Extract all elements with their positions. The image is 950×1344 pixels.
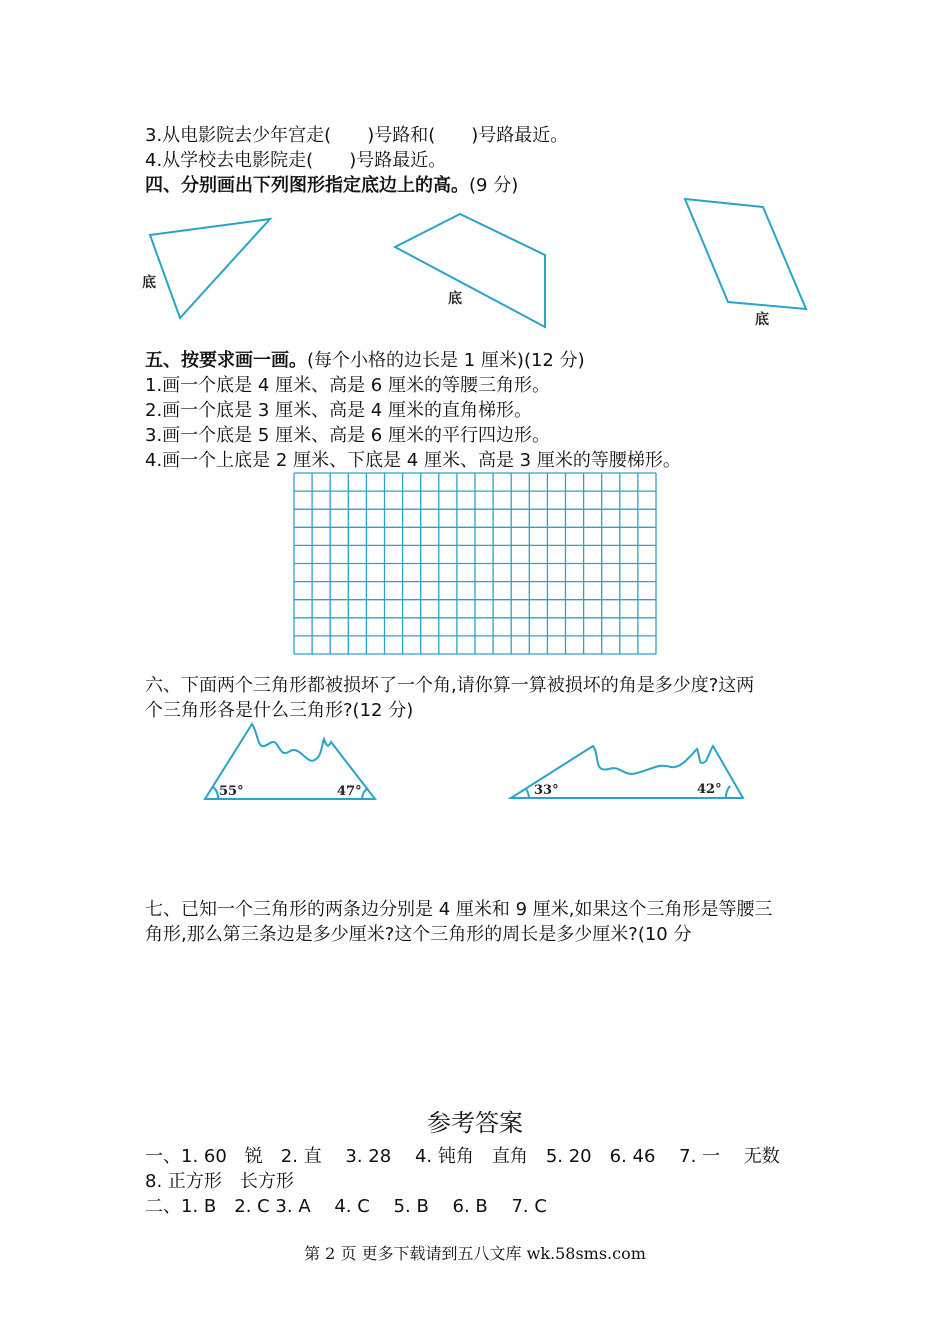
drawing-grid[interactable] xyxy=(293,472,658,654)
damaged-triangle-2 xyxy=(505,735,750,803)
trapezoid-shape xyxy=(395,214,545,327)
page-footer: 第 2 页 更多下载请到五八文库 wk.58sms.com xyxy=(304,1244,646,1263)
angle-arc-42 xyxy=(726,786,730,798)
angle-arc-47 xyxy=(362,788,368,799)
angle-label-55: 55° xyxy=(219,784,244,799)
triangle-shape xyxy=(150,219,270,318)
question-3-3: 3.从电影院去少年宫走( )号路和( )号路最近。 xyxy=(145,125,569,146)
trapezoid-base-label: 底 xyxy=(448,291,462,307)
parallelogram-shape xyxy=(685,199,806,309)
question-3-4: 4.从学校去电影院走( )号路最近。 xyxy=(145,150,447,171)
question-7-line-2: 角形,那么第三条边是多少厘米?这个三角形的周长是多少厘米?(10 分 xyxy=(145,924,692,945)
question-7-line-1: 七、已知一个三角形的两条边分别是 4 厘米和 9 厘米,如果这个三角形是等腰三 xyxy=(145,899,773,920)
answers-line-3: 二、1. B 2. C 3. A 4. C 5. B 6. B 7. C xyxy=(145,1196,547,1217)
question-5-2: 2.画一个底是 3 厘米、高是 4 厘米的直角梯形。 xyxy=(145,400,532,421)
section-5-title: 五、按要求画一画。 xyxy=(145,350,307,371)
angle-label-33: 33° xyxy=(534,783,559,798)
parallelogram-base-label: 底 xyxy=(755,312,769,328)
triangle-base-label: 底 xyxy=(142,275,156,291)
question-5-4: 4.画一个上底是 2 厘米、下底是 4 厘米、高是 3 厘米的等腰梯形。 xyxy=(145,450,681,471)
answers-title: 参考答案 xyxy=(427,1109,523,1137)
angle-arc-55 xyxy=(213,787,218,799)
section-5-note: (每个小格的边长是 1 厘米)(12 分) xyxy=(307,350,585,371)
parallelogram-figure xyxy=(675,190,820,335)
section-4-heading xyxy=(145,174,518,198)
question-6-line-1: 六、下面两个三角形都被损坏了一个角,请你算一算被损坏的角是多少度?这两 xyxy=(145,675,755,696)
damaged-triangle-1 xyxy=(200,715,382,805)
answers-line-1: 一、1. 60 锐 2. 直 3. 28 4. 钝角 直角 5. 20 6. 46 7. 一 无数 xyxy=(145,1146,780,1167)
angle-label-47: 47° xyxy=(337,784,362,799)
question-5-3: 3.画一个底是 5 厘米、高是 6 厘米的平行四边形。 xyxy=(145,425,550,446)
section-4-points: (9 分) xyxy=(469,175,519,196)
section-4-title: 四、分别画出下列图形指定底边上的高。 xyxy=(145,175,469,196)
answers-line-2: 8. 正方形 长方形 xyxy=(145,1171,294,1192)
section-5-heading xyxy=(145,349,585,373)
question-6-line-2: 个三角形各是什么三角形?(12 分) xyxy=(145,700,414,721)
angle-arc-33 xyxy=(526,789,529,798)
triangle-figure xyxy=(130,205,290,330)
question-5-1: 1.画一个底是 4 厘米、高是 6 厘米的等腰三角形。 xyxy=(145,375,550,396)
trapezoid-figure xyxy=(385,205,560,335)
angle-label-42: 42° xyxy=(697,782,722,797)
